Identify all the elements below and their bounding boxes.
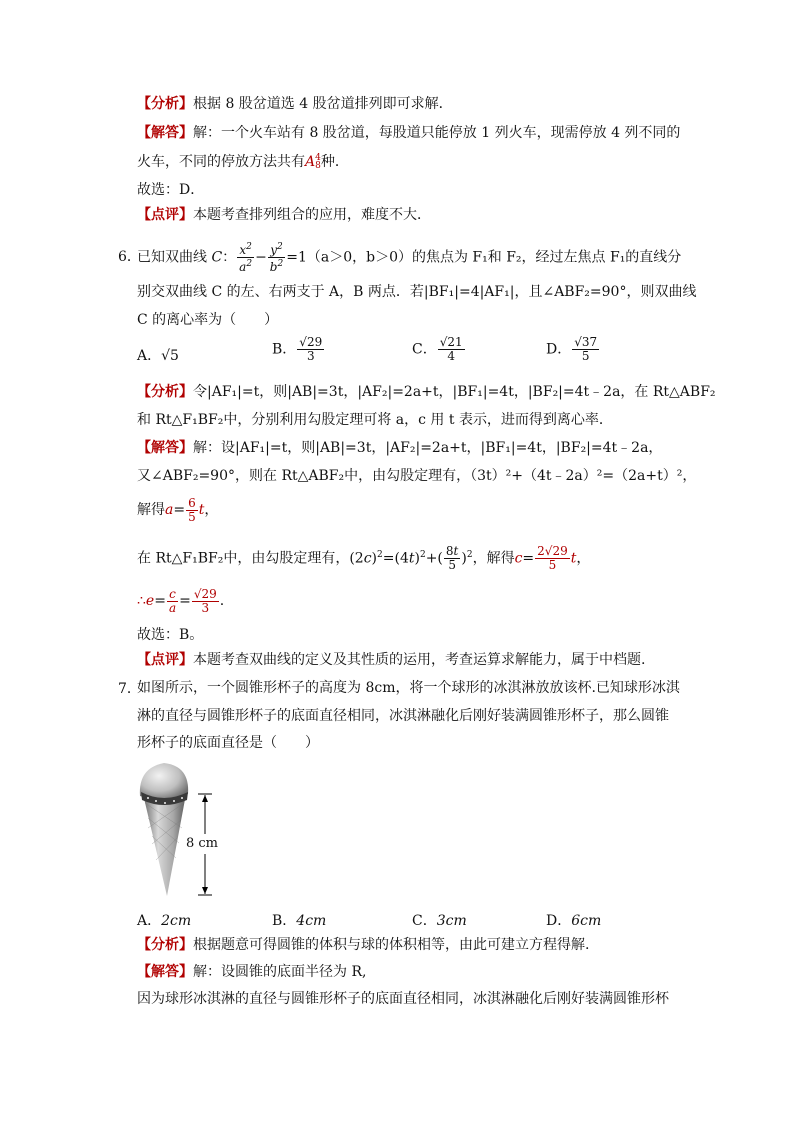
option-num: √21 — [439, 335, 463, 349]
q6-option-b[interactable] — [272, 336, 325, 363]
q6-stem-1a: 已知双曲线 — [137, 249, 207, 266]
q6-analysis-line-1 — [137, 382, 716, 402]
option-num: √37 — [574, 335, 598, 349]
q6-therefore: ∴ — [137, 593, 146, 609]
q6-solution-line-4: 在 Rt△F₁BF₂中，由勾股定理有，$(2c)^2=(4t)^2+$( $\frac{8t}{5}$ )$^2$，解得c= $\frac{2√29}{5}$ t， — [137, 544, 591, 573]
comment-tag: 【点评】 — [137, 652, 193, 668]
q6-number: 6． — [118, 249, 141, 265]
figure-height-label: 8 cm — [186, 836, 219, 851]
option-value: 6cm — [571, 913, 602, 929]
q5-perm-symbol: A — [305, 154, 316, 170]
q7-option-d[interactable] — [546, 910, 601, 930]
q5-perm-sup: 4 — [315, 153, 321, 163]
option-label: D． — [546, 341, 572, 358]
q6-solution-line-5: ∴e= $\frac{c}{a}$ = $\frac{√29}{3}$ . — [137, 586, 225, 615]
cone-shape — [143, 794, 186, 896]
option-label: B． — [272, 913, 297, 929]
solution-tag: 【解答】 — [137, 440, 193, 456]
q5-solution-line-1 — [137, 123, 680, 143]
q7-stem-2: 淋的直径与圆锥形杯子的底面直径相同，冰淇淋融化后刚好装满圆锥形杯子，那么圆锥 — [137, 708, 669, 724]
q6-comment-line — [137, 650, 645, 670]
option-value: 2cm — [161, 913, 192, 929]
q6-option-c[interactable] — [412, 336, 466, 363]
q7-solution-line-1 — [137, 962, 366, 982]
analysis-tag: 【分析】 — [137, 937, 193, 953]
q7-number: 7． — [118, 681, 141, 697]
q6-frac-x: $\frac{x^2}{a^2}$ — [239, 242, 253, 274]
q6-solution-line-3: 解得a= $\frac{6}{5}$ t， — [137, 495, 219, 524]
option-label: C． — [412, 341, 437, 358]
q7-stem-3: 形杯子的底面直径是（ ） — [137, 735, 319, 751]
analysis-tag: 【分析】 — [137, 96, 193, 112]
q7-stem-1: 如图所示，一个圆锥形杯子的高度为 8cm，将一个球形的冰淇淋放放该杯.已知球形冰淇 — [137, 680, 680, 696]
q6-solution-text-4b: 解得 — [486, 550, 515, 567]
q6-stem-3: C 的离心率为（ ） — [137, 312, 279, 328]
q7-analysis-text: 根据题意可得圆锥的体积与球的体积相等，由此可建立方程得解. — [193, 937, 590, 953]
q6-curve-name: C — [211, 249, 223, 266]
q5-perm-sub: 8 — [315, 161, 321, 171]
q5-solution-text-2: 火车，不同的停放方法共有 — [137, 154, 305, 170]
q5-comment-text: 本题考查排列组合的应用，难度不大． — [193, 207, 431, 223]
q6-choice: 故选：B。 — [137, 627, 204, 643]
option-label: C． — [412, 913, 437, 929]
q5-comment-line — [137, 205, 431, 225]
q7-option-a[interactable] — [137, 910, 191, 930]
arrow-up-icon — [202, 795, 208, 802]
option-label: B． — [272, 341, 297, 358]
q6-analysis-text-2: 和 Rt△F₁BF₂中，分别利用勾股定理可将 a，c 用 t 表示，进而得到离心率． — [137, 412, 613, 428]
q7-solution-text-2: 因为球形冰淇淋的直径与圆锥形杯子的底面直径相同，冰淇淋融化后刚好装满圆锥形杯 — [137, 991, 669, 1007]
option-value: 3cm — [436, 913, 467, 929]
q7-analysis-line — [137, 935, 589, 955]
q5-analysis-text: 根据 8 股岔道选 4 股岔道排列即可求解． — [193, 96, 453, 112]
q6-analysis-text-1: 令|AF₁|=t，则|AB|=3t，|AF₂|=2a+t，|BF₁|=4t，|BF₂|=4t﹣2a，在 Rt△ABF₂ — [193, 384, 716, 400]
q7-option-b[interactable] — [272, 910, 326, 930]
q6-solution-text-4: 在 Rt△F₁BF₂中，由勾股定理有， — [137, 550, 350, 567]
option-num: √29 — [299, 335, 323, 349]
q5-solution-line-2 — [137, 152, 349, 172]
q5-analysis-line — [137, 94, 453, 114]
q6-stem-line-1: 已知双曲线 C： $\frac{x^2}{a^2}$ − $\frac{y^2}{b^2}$ =1（a＞0，b＞0）的焦点为 F₁和 F₂，经过左焦点 F₁的直线分 — [137, 242, 682, 274]
q6-solution-text-3: 解得 — [137, 502, 165, 518]
option-den: 4 — [447, 349, 455, 363]
solution-tag: 【解答】 — [137, 125, 193, 141]
option-value: √5 — [161, 348, 179, 364]
q6-option-a[interactable] — [137, 345, 179, 365]
option-label: A． — [137, 913, 162, 929]
q6-option-d[interactable] — [546, 336, 600, 363]
q7-option-c[interactable] — [412, 910, 467, 930]
q6-solution-line-1 — [137, 438, 662, 458]
q5-solution-text-2-end: 种． — [320, 154, 349, 170]
option-label: D． — [546, 913, 572, 929]
option-value: 4cm — [296, 913, 327, 929]
ice-cream-scoop — [140, 763, 188, 800]
solution-tag: 【解答】 — [137, 964, 193, 980]
q5-solution-text-1: 解：一个火车站有 8 股岔道，每股道只能停放 1 列火车，现需停放 4 列不同的 — [193, 125, 681, 141]
ice-cream-cone-figure — [130, 758, 240, 900]
option-label: A． — [137, 348, 162, 364]
q5-choice: 故选：D． — [137, 182, 205, 198]
q6-stem-2: 别交双曲线 C 的左、右两支于 A，B 两点．若|BF₁|=4|AF₁|，且∠ABF₂=90°，则双曲线 — [137, 284, 697, 300]
option-den: 3 — [306, 349, 315, 363]
q6-frac-y: $\frac{y^2}{b^2}$ — [269, 242, 284, 274]
option-den: 5 — [581, 349, 590, 363]
q6-stem-1b: （a＞0，b＞0）的焦点为 F₁和 F₂，经过左焦点 F₁的直线分 — [306, 249, 682, 266]
arrow-down-icon — [202, 887, 208, 894]
q6-comment-text: 本题考查双曲线的定义及其性质的运用，考查运算求解能力，属于中档题. — [193, 652, 646, 668]
q7-solution-text-1: 解：设圆锥的底面半径为 R, — [193, 964, 367, 980]
q6-solution-text-1: 解：设|AF₁|=t，则|AB|=3t，|AF₂|=2a+t，|BF₁|=4t，|BF₂|=4t﹣2a， — [193, 440, 663, 456]
analysis-tag: 【分析】 — [137, 384, 193, 400]
comment-tag: 【点评】 — [137, 207, 193, 223]
q6-solution-text-2: 又∠ABF₂=90°，则在 Rt△ABF₂中，由勾股定理有，（3t）²+（4t﹣2a）²=（2a+t）²， — [137, 468, 697, 484]
